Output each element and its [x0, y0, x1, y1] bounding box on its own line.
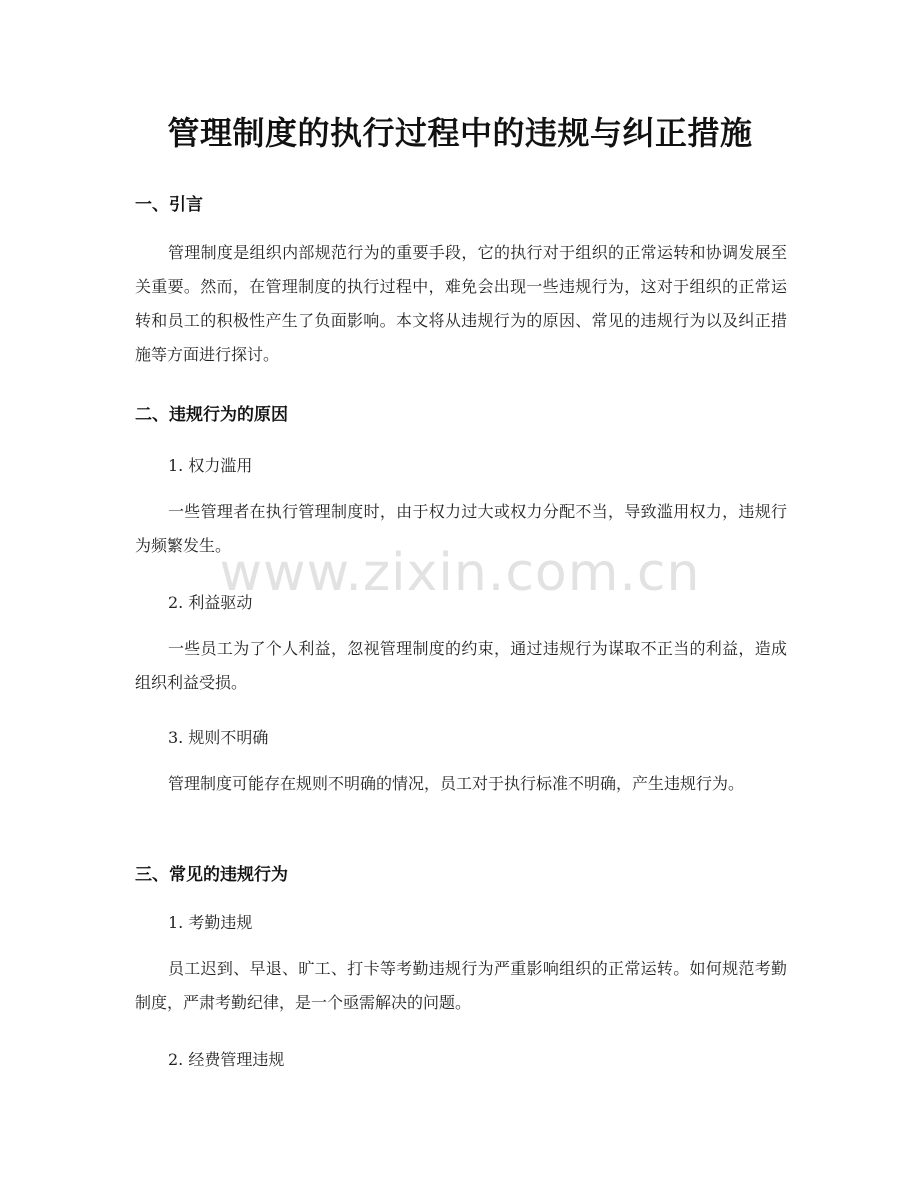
- cause-item-label: 2. 利益驱动: [168, 593, 253, 612]
- violation-item-label: 1. 考勤违规: [168, 913, 253, 932]
- watermark: www.zixin.com.cn: [219, 543, 701, 603]
- intro-paragraph: 管理制度是组织内部规范行为的重要手段，它的执行对于组织的正常运转和协调发展至关重要。然而，在管理制度的执行过程中，难免会出现一些违规行为，这对于组织的正常运转和员工的积极性产生了负面影响。本文将从违规行为的原因、常见的违规行为以及纠正措施等方面进行探讨。: [135, 243, 787, 364]
- violation-item-label: 2. 经费管理违规: [168, 1050, 285, 1069]
- section-heading-intro: 一、引言: [135, 195, 203, 215]
- cause-item-text: 一些员工为了个人利益，忽视管理制度的约束，通过违规行为谋取不正当的利益，造成组织利益受损。: [135, 639, 787, 692]
- section-heading-common-violations: 三、常见的违规行为: [135, 865, 288, 885]
- cause-item-text: 一些管理者在执行管理制度时，由于权力过大或权力分配不当，导致滥用权力，违规行为频繁发生。: [135, 502, 787, 555]
- cause-item-label: 3. 规则不明确: [168, 728, 269, 747]
- cause-item-label: 1. 权力滥用: [168, 456, 253, 475]
- cause-item-text: 管理制度可能存在规则不明确的情况，员工对于执行标准不明确，产生违规行为。: [168, 774, 745, 793]
- document-title: 管理制度的执行过程中的违规与纠正措施: [167, 114, 753, 152]
- section-heading-causes: 二、违规行为的原因: [135, 405, 288, 425]
- violation-item-text: 员工迟到、早退、旷工、打卡等考勤违规行为严重影响组织的正常运转。如何规范考勤制度，严肃考勤纪律，是一个亟需解决的问题。: [135, 959, 787, 1012]
